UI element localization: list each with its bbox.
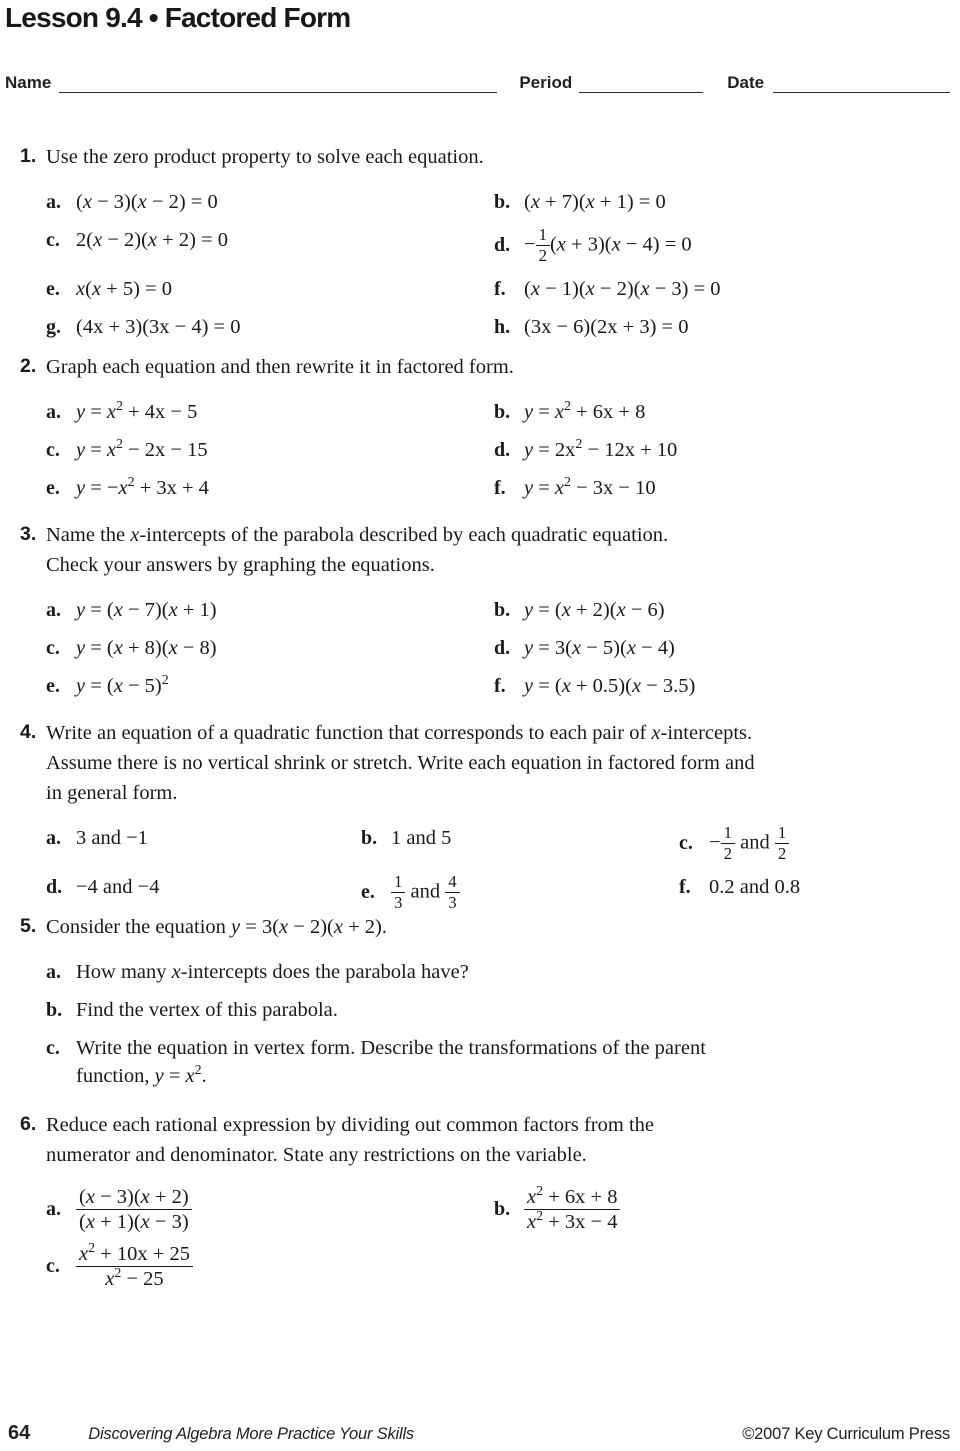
item-label: g. [46, 316, 61, 339]
problem-number: 2. [20, 355, 37, 377]
problem-6-item-a [46, 1186, 494, 1233]
item-label: b. [494, 1198, 511, 1221]
problem-1-item-d [494, 226, 942, 265]
problem-4-item-f [679, 873, 942, 912]
item-label: b. [494, 599, 511, 621]
problem-4-item-c [679, 824, 942, 863]
problem-number: 6. [20, 1113, 37, 1135]
item-label: c. [46, 1037, 60, 1059]
problem-2-item-c [46, 436, 494, 464]
item-label: e. [361, 881, 375, 904]
item-expression: $y = x^2 + 6x + 8$ [524, 399, 646, 423]
problem-prompt: Consider the equation y = 3(x − 2)(x + 2). [46, 916, 387, 938]
problem-items [46, 586, 942, 700]
item-label: a. [46, 1198, 61, 1221]
item-expression: $\frac{1}{3}$ and $\frac{4}{3}$ [391, 873, 460, 912]
item-expression: 1 and 5 [391, 827, 452, 849]
problem-3-item-e [46, 672, 494, 700]
item-label: c. [679, 831, 693, 854]
problem-3-item-d [494, 634, 942, 662]
name-blank-line [59, 72, 497, 93]
item-expression: y = (x + 0.5)(x − 3.5) [524, 675, 696, 697]
item-expression: (4x + 3)(3x − 4) = 0 [76, 316, 241, 339]
item-label: c. [46, 1255, 60, 1278]
problem-3-item-f [494, 672, 942, 700]
item-expression: (x − 3)(x − 2) = 0 [76, 191, 218, 213]
problem-items [46, 1176, 942, 1291]
problem-5-item-c [46, 1034, 942, 1090]
problem-1-item-f [494, 275, 942, 303]
problem-2-item-f [494, 474, 942, 502]
item-expression: y = 3(x − 5)(x − 4) [524, 637, 675, 659]
problem-3 [20, 520, 942, 700]
problem-1-item-h [494, 313, 942, 341]
problem-1-item-e [46, 275, 494, 303]
problem-4-item-a [46, 824, 361, 863]
problem-items [46, 178, 942, 341]
problem-1-item-g [46, 313, 494, 341]
problem-5-item-a [46, 958, 942, 986]
problem-number: 5. [20, 915, 37, 937]
problem-2-item-a [46, 398, 494, 426]
problem-4 [20, 718, 942, 913]
problem-3-item-c [46, 634, 494, 662]
item-label: e. [46, 278, 60, 301]
item-expression: −4 and −4 [76, 876, 160, 899]
problem-6-item-c [46, 1243, 494, 1290]
item-expression: y = (x − 7)(x + 1) [76, 599, 217, 621]
problem-number: 3. [20, 523, 37, 545]
problem-1 [20, 142, 942, 341]
item-expression: $y = -x^2 + 3x + 4$ [76, 475, 209, 499]
item-label: a. [46, 961, 61, 983]
item-expression: $\frac{x^2 + 6x + 8}{x^2 + 3x - 4}$ [524, 1186, 620, 1233]
copyright-notice: ©2007 Key Curriculum Press [742, 1425, 950, 1443]
item-expression: $y = x^2 - 3x - 10$ [524, 475, 656, 499]
item-expression: x(x + 5) = 0 [76, 278, 172, 301]
item-label: b. [494, 401, 511, 423]
item-expression: y = (x + 2)(x − 6) [524, 599, 665, 621]
problem-6 [20, 1110, 942, 1291]
problem-2-item-b [494, 398, 942, 426]
item-label: f. [679, 876, 691, 899]
item-label: c. [46, 439, 60, 461]
period-blank-line [579, 72, 703, 93]
item-expression: (x + 7)(x + 1) = 0 [524, 191, 666, 213]
item-label: a. [46, 401, 61, 423]
item-label: a. [46, 599, 61, 621]
problem-3-item-b [494, 596, 942, 624]
item-text: How many x-intercepts does the parabola have? [76, 961, 469, 983]
item-label: e. [46, 675, 60, 697]
name-label: Name [5, 73, 52, 92]
problem-number: 4. [20, 721, 37, 743]
page-number: 64 [8, 1422, 31, 1444]
item-label: f. [494, 675, 506, 697]
date-label: Date [727, 73, 765, 92]
item-expression: − $\frac{1}{2}$ (x + 3)(x − 4) = 0 [524, 225, 692, 266]
item-expression: 2(x − 2)(x + 2) = 0 [76, 229, 228, 251]
page-title: Lesson 9.4 • Factored Form [5, 2, 351, 33]
item-text: Find the vertex of this parabola. [76, 999, 338, 1021]
problem-2-item-e [46, 474, 494, 502]
item-label: d. [494, 233, 511, 256]
item-label: d. [494, 439, 511, 461]
item-label: a. [46, 191, 61, 213]
item-label: e. [46, 477, 60, 499]
problem-6-item-b [494, 1186, 942, 1233]
problem-prompt: Reduce each rational expression by dividing out common factors from the numerator and denominator. State any restrictions on the variable. [46, 1114, 654, 1166]
item-expression: $y = 2x^2 - 12x + 10$ [524, 437, 678, 461]
page-footer [8, 1422, 950, 1445]
problem-items [46, 388, 942, 502]
item-label: c. [46, 229, 60, 251]
problem-prompt: Name the x-intercepts of the parabola described by each quadratic equation. Check your answers by graphing the equations. [46, 524, 669, 576]
problem-1-item-a [46, 188, 494, 216]
book-title: Discovering Algebra More Practice Your Skills [88, 1425, 414, 1443]
problem-5 [20, 912, 942, 1090]
item-label: b. [46, 999, 63, 1021]
item-expression: y = (x + 8)(x − 8) [76, 637, 217, 659]
problem-2 [20, 352, 942, 502]
date-blank-line [773, 72, 950, 93]
problem-number: 1. [20, 145, 37, 167]
item-expression: $y = x^2 + 4x - 5$ [76, 399, 198, 423]
problem-5-item-b [46, 996, 942, 1024]
item-text: Write the equation in vertex form. Describe the transformations of the parent function, $y = x^2$. [76, 1037, 706, 1087]
problem-prompt: Graph each equation and then rewrite it in factored form. [46, 356, 514, 378]
item-label: c. [46, 637, 60, 659]
problem-1-item-b [494, 188, 942, 216]
student-info-row [5, 72, 950, 93]
problem-prompt: Write an equation of a quadratic function that corresponds to each pair of x-intercepts. Assume there is no vertical shrink or stretch. Write each equation in factored form and in general form. [46, 722, 755, 804]
item-expression: $y = x^2 - 2x - 15$ [76, 437, 208, 461]
problem-4-item-e [361, 873, 679, 912]
item-label: d. [46, 876, 63, 899]
problem-1-item-c [46, 226, 494, 265]
item-expression: − $\frac{1}{2}$ and $\frac{1}{2}$ [709, 824, 789, 863]
item-expression: $\frac{x^2 + 10x + 25}{x^2 - 25}$ [76, 1243, 193, 1290]
item-label: b. [494, 191, 511, 213]
problem-2-item-d [494, 436, 942, 464]
problem-4-item-b [361, 824, 679, 863]
problem-items [46, 814, 942, 913]
problem-prompt: Use the zero product property to solve each equation. [46, 146, 484, 168]
problem-3-item-a [46, 596, 494, 624]
item-label: b. [361, 827, 378, 849]
item-label: a. [46, 827, 61, 849]
item-label: f. [494, 278, 506, 301]
item-expression: $y = (x - 5)^2$ [76, 673, 169, 697]
item-expression: $\frac{(x - 3)(x + 2)}{(x + 1)(x - 3)}$ [76, 1186, 192, 1233]
item-expression: (3x − 6)(2x + 3) = 0 [524, 316, 689, 339]
item-label: f. [494, 477, 506, 499]
item-expression: 0.2 and 0.8 [709, 876, 801, 899]
problem-4-item-d [46, 873, 361, 912]
item-expression: 3 and −1 [76, 827, 148, 849]
period-label: Period [519, 73, 573, 92]
item-expression: (x − 1)(x − 2)(x − 3) = 0 [524, 278, 721, 301]
item-label: h. [494, 316, 511, 339]
problem-items [46, 948, 942, 1090]
item-label: d. [494, 637, 511, 659]
